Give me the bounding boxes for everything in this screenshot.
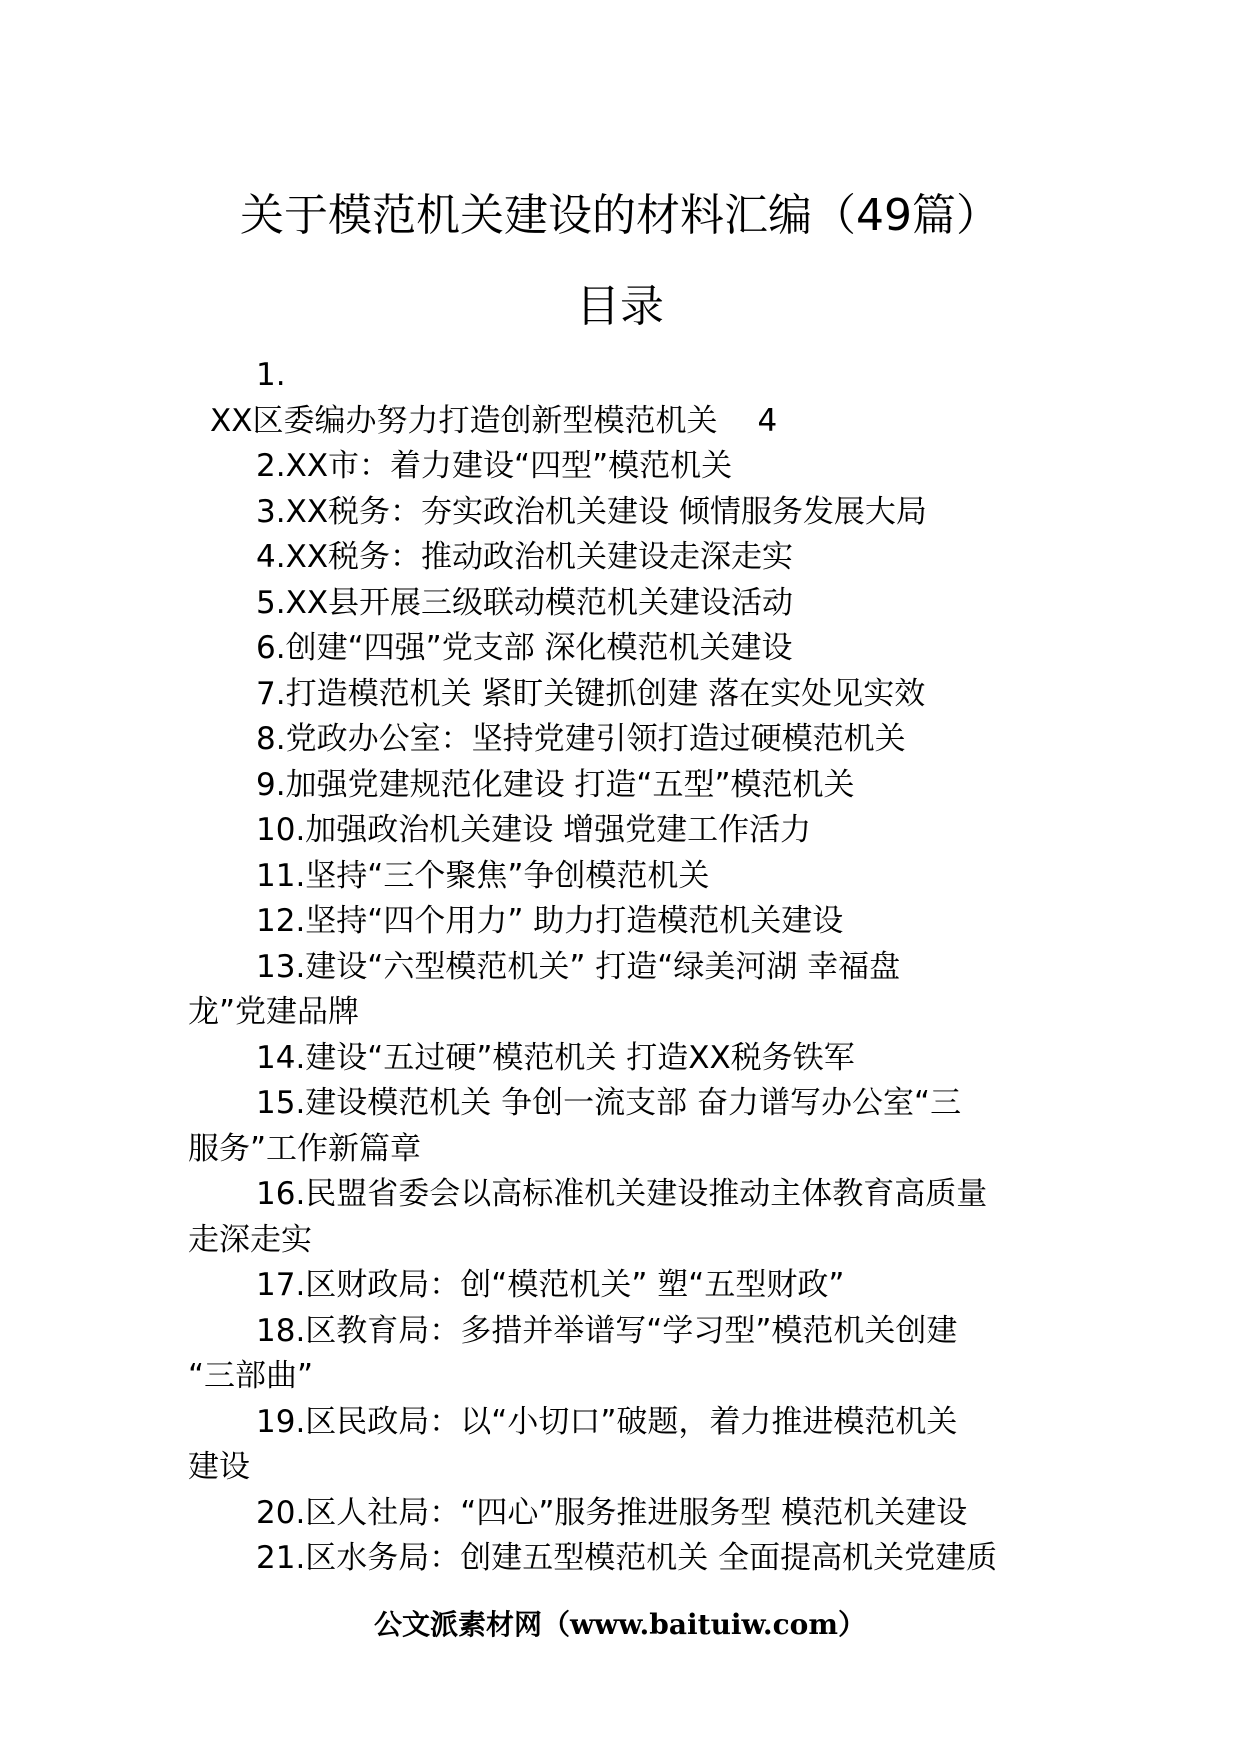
toc-line-text: 20.区人社局：“四心”服务推进服务型 模范机关建设 [256,1494,968,1531]
toc-line-text: 11.坚持“三个聚焦”争创模范机关 [256,857,710,894]
toc-line [188,353,1058,399]
document-title: 关于模范机关建设的材料汇编（49篇） [240,190,1000,241]
toc-line-text: “三部曲” [188,1358,314,1394]
toc-line [188,1172,1058,1218]
footer-watermark: 公文派素材网（www.baituiw.com） [374,1608,866,1641]
toc-line [188,1491,1058,1537]
toc-line [188,945,1058,991]
toc-line-text: 7.打造模范机关 紧盯关键抓创建 落在实处见实效 [256,675,926,712]
toc-line [188,1263,1058,1309]
toc-line [188,899,1058,945]
toc-line [188,444,1058,490]
toc-line [188,1309,1058,1355]
toc-line [188,1127,1058,1173]
toc-line [188,990,1058,1036]
toc-line [188,535,1058,581]
toc-line-text: 2.XX市：着力建设“四型”模范机关 [256,448,733,484]
toc-line-text: 5.XX县开展三级联动模范机关建设活动 [256,584,794,621]
toc-heading: 目录 [576,281,664,332]
toc-line [188,763,1058,809]
toc-line-text: 8.党政办公室：坚持党建引领打造过硬模范机关 [256,721,906,757]
toc-line-text: 12.坚持“四个用力” 助力打造模范机关建设 [256,903,844,939]
toc-line [188,1036,1058,1082]
toc-line-text: 21.区水务局：创建五型模范机关 全面提高机关党建质 [256,1540,998,1576]
toc-line [188,490,1058,536]
toc-line [188,1445,1058,1491]
toc-line [188,626,1058,672]
toc-line [188,1081,1058,1127]
toc-line-text: 17.区财政局：创“模范机关” 塑“五型财政” [256,1267,845,1303]
toc-line-text: 3.XX税务：夯实政治机关建设 倾情服务发展大局 [256,493,927,530]
toc-line-text: 走深走实 [188,1221,312,1258]
toc-line-text: 16.民盟省委会以高标准机关建设推动主体教育高质量 [256,1176,988,1212]
toc-line-text: 14.建设“五过硬”模范机关 打造XX税务铁军 [256,1039,855,1076]
toc-line [188,717,1058,763]
toc-line [188,581,1058,627]
toc-line [188,399,1058,445]
toc-line-text: 龙”党建品牌 [188,994,360,1030]
toc-line-text: XX区委编办努力打造创新型模范机关 [210,402,718,439]
toc-line-text: 4.XX税务：推动政治机关建设走深走实 [256,539,794,575]
toc-line-text: 1. [256,357,286,393]
toc-line [188,1354,1058,1400]
toc-page-number: 4 [757,402,778,439]
toc-line [188,1400,1058,1446]
toc-line-text: 建设 [188,1449,250,1485]
toc-line [188,672,1058,718]
toc-line-text: 9.加强党建规范化建设 打造“五型”模范机关 [256,766,855,803]
toc-line-text: 13.建设“六型模范机关” 打造“绿美河湖 幸福盘 [256,948,901,985]
toc-line [188,1218,1058,1264]
toc-line-text: 18.区教育局：多措并举谱写“学习型”模范机关创建 [256,1312,958,1349]
toc-line-text: 6.创建“四强”党支部 深化模范机关建设 [256,630,793,666]
toc-line-text: 15.建设模范机关 争创一流支部 奋力谱写办公室“三 [256,1085,962,1121]
toc-line [188,808,1058,854]
toc-line [188,1536,1058,1582]
table-of-contents [188,353,1058,1582]
toc-line [188,854,1058,900]
toc-line-text: 服务”工作新篇章 [188,1130,422,1167]
toc-line-text: 10.加强政治机关建设 增强党建工作活力 [256,812,812,848]
toc-line-text: 19.区民政局：以“小切口”破题，着力推进模范机关 [256,1403,958,1440]
